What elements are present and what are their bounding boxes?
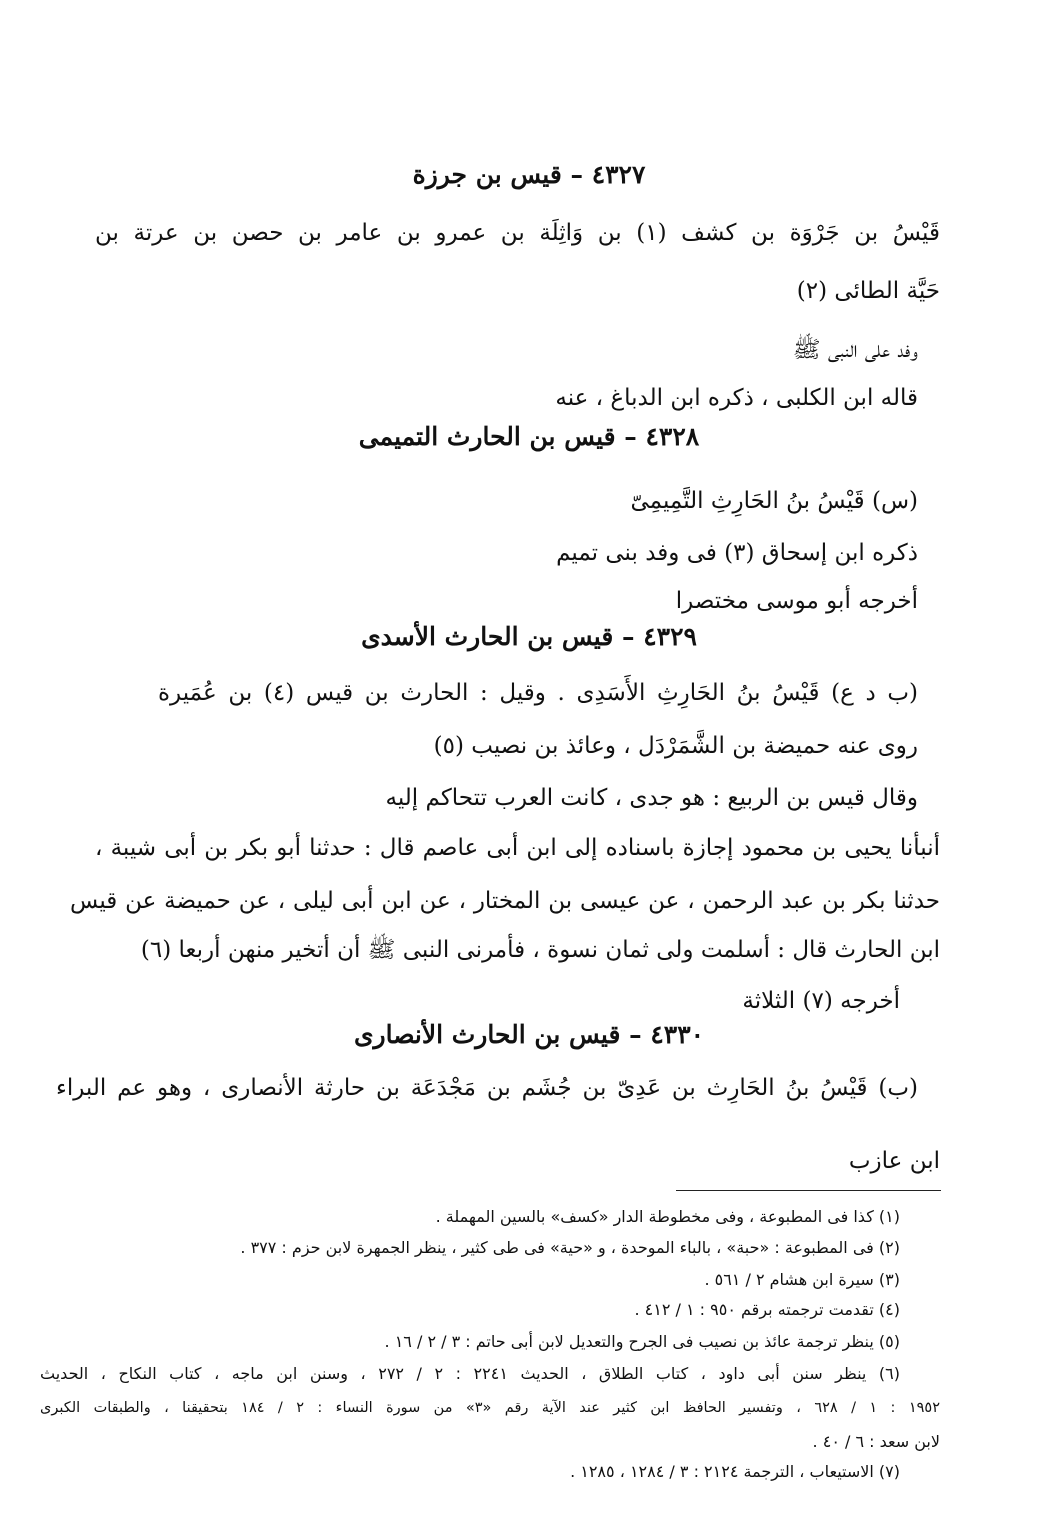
footnote: ١٩٥٢ : ١ / ٦٢٨ ، وتفسير الحافظ ابن كثير عند الآية رقم «٣» من سورة النساء : ٢ / ١٨٤ بتحقيقنا ، والطبقات الكبرى (40, 1400, 940, 1416)
footnote: (٧) الاستيعاب ، الترجمة ٢١٢٤ : ٣ / ١٢٨٤ ، ١٢٨٥ . (570, 1462, 900, 1481)
entry-text: وقال قيس بن الربيع : هو جدى ، كانت العرب تتحاكم إليه (385, 785, 918, 811)
footnote: (٤) تقدمت ترجمته برقم ٩٥٠ : ١ / ٤١٢ . (634, 1300, 900, 1319)
footnote: (٢) فى المطبوعة : «حبة» ، بالباء الموحدة ، و «حية» فى طى كثير ، ينظر الجمهرة لابن حزم : ٣٧٧ . (240, 1238, 900, 1257)
entry-text: وفد على النبى ﷺ (792, 337, 918, 363)
footnote: (٣) سيرة ابن هشام ٢ / ٥٦١ . (704, 1270, 900, 1289)
entry-text: (س) قَيْسُ بنُ الحَارِثِ التَّمِيمِىّ (630, 488, 918, 514)
footnote-separator (676, 1190, 941, 1191)
entry-heading: ٤٣٢٨ – قيس بن الحارث التميمى (358, 422, 700, 451)
entry-text: ذكره ابن إسحاق (٣) فى وفد بنى تميم (556, 540, 918, 566)
entry-text: (ب د ع) قَيْسُ بنُ الحَارِثِ الأَسَدِى . وقيل : الحارث بن قيس (٤) بن عُمَيرة (158, 680, 918, 706)
entry-text: حدثنا بكر بن عبد الرحمن ، عن عيسى بن المختار ، عن ابن أبى ليلى ، عن حميضة عن قيس (70, 888, 940, 914)
entry-text: أخرجه (٧) الثلاثة (742, 988, 900, 1014)
footnote: لابن سعد : ٦ / ٤٠ . (812, 1432, 940, 1451)
entry-heading: ٤٣٢٧ – قيس بن جرزة (412, 160, 646, 189)
entry-text: ابن عازب (848, 1148, 940, 1174)
entry-text: قاله ابن الكلبى ، ذكره ابن الدباغ ، عنه (555, 385, 918, 411)
footnote: (٥) ينظر ترجمة عائذ بن نصيب فى الجرح والتعديل لابن أبى حاتم : ٣ / ٢ / ١٦ . (384, 1332, 900, 1351)
entry-text: أخرجه أبو موسى مختصرا (675, 588, 918, 614)
entry-text: قَيْسُ بن جَرْوَة بن كشف (١) بن وَاثِلَة بن عمرو بن عامر بن حصن بن عرتة بن (95, 220, 940, 246)
entry-text: (ب) قَيْسُ بنُ الحَارِث بن عَدِىّ بن جُشَم بن مَجْدَعَة بن حارثة الأنصارى ، وهو عم البراء (56, 1075, 918, 1101)
entry-heading: ٤٣٢٩ – قيس بن الحارث الأسدى (361, 622, 697, 651)
entry-text: حَيَّة الطائى (٢) (796, 278, 940, 304)
footnote: (١) كذا فى المطبوعة ، وفى مخطوطة الدار «كسف» بالسين المهملة . (435, 1207, 900, 1226)
footnote: (٦) ينظر سنن أبى داود ، كتاب الطلاق ، الحديث ٢٢٤١ : ٢ / ٢٧٢ ، وسنن ابن ماجه ، كتاب النكاح ، الحديث (40, 1364, 901, 1383)
entry-heading: ٤٣٣٠ – قيس بن الحارث الأنصارى (353, 1020, 705, 1049)
entry-text: روى عنه حميضة بن الشَّمَرْدَل ، وعائذ بن نصيب (٥) (433, 733, 918, 759)
entry-text: أنبأنا يحيى بن محمود إجازة باسناده إلى ابن أبى عاصم قال : حدثنا أبو بكر بن أبى شيبة ، (95, 835, 940, 861)
entry-text: ابن الحارث قال : أسلمت ولى ثمان نسوة ، فأمرنى النبى ﷺ أن أتخير منهن أربعا (٦) (140, 937, 940, 963)
